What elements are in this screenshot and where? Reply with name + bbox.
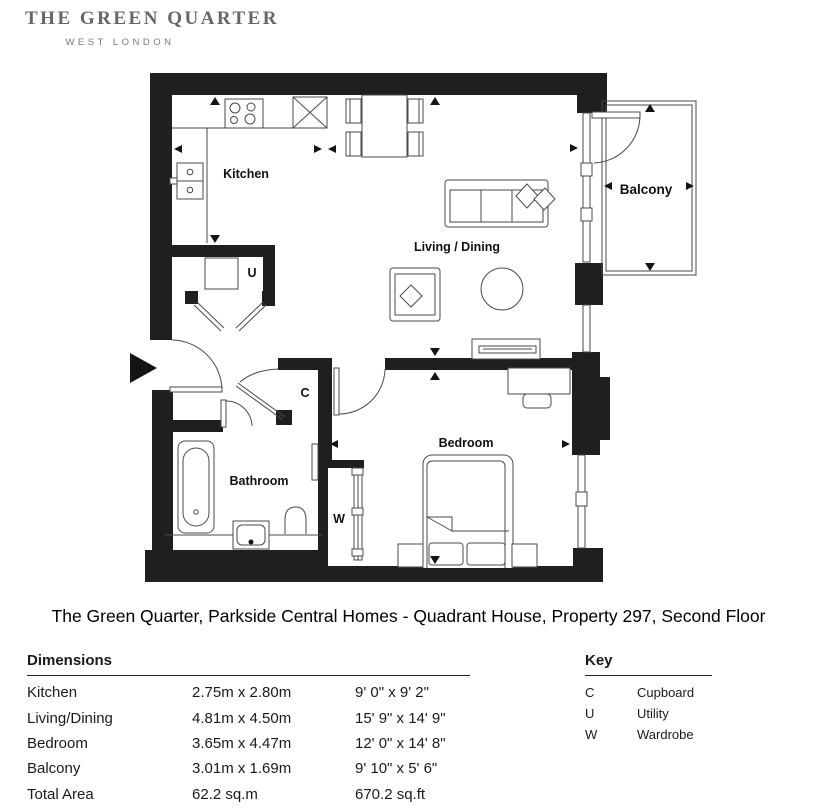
sink-tap (170, 178, 177, 184)
bathroom-label: Bathroom (229, 474, 289, 488)
table-row (27, 782, 470, 807)
bathroom-door-swing (226, 401, 252, 426)
metric-size: 62.2 sq.m (192, 785, 258, 803)
imperial-size: 15' 9" x 14' 9" (355, 709, 446, 727)
table-row (27, 731, 470, 756)
door-track-mark (352, 549, 363, 556)
balcony-door-leaf (592, 112, 640, 118)
bedside-table (512, 544, 537, 567)
bathroom-fittings (165, 441, 322, 549)
round-table (481, 268, 523, 310)
table-row (27, 756, 470, 781)
cupboard-letter: C (300, 386, 310, 400)
key-heading: Key (585, 652, 712, 676)
bedroom-label: Bedroom (438, 436, 494, 450)
imperial-size: 12' 0" x 14' 8" (355, 734, 446, 752)
bedroom-door-leaf (334, 368, 339, 415)
entrance-door-leaf (170, 387, 222, 392)
wardrobe-letter: W (333, 512, 345, 526)
metric-size: 2.75m x 2.80m (192, 684, 292, 702)
window-mullion (581, 208, 592, 221)
dining-chair (346, 132, 350, 156)
desk (508, 368, 570, 394)
brand-title: THE GREEN QUARTER (25, 8, 280, 29)
metric-size: 3.65m x 4.47m (192, 734, 292, 752)
dimensions-table (27, 652, 470, 807)
towel-radiator (312, 444, 318, 480)
bedroom-door-swing (339, 369, 385, 414)
bedside-table (398, 544, 423, 567)
dining-chair (408, 132, 419, 156)
key-row (585, 724, 712, 745)
desk-chair (523, 394, 551, 408)
balcony-door-swing (594, 115, 640, 163)
hob (225, 99, 263, 128)
brand-subtitle: WEST LONDON (65, 37, 175, 48)
living-furniture (390, 180, 555, 359)
pillow (467, 543, 505, 565)
imperial-size: 670.2 sq.ft (355, 785, 426, 803)
bedroom-furniture (398, 368, 570, 568)
dimensions-heading: Dimensions (27, 652, 470, 676)
table-row (27, 705, 470, 730)
entrance-arrow (130, 353, 157, 383)
window-mullion (576, 492, 587, 506)
room-name: Total Area (27, 785, 94, 803)
sofa (445, 180, 548, 227)
kitchen-label: Kitchen (223, 167, 269, 181)
dining-chair (419, 132, 423, 156)
key-letter: U (585, 706, 595, 721)
room-name: Bedroom (27, 734, 88, 752)
key-letter: C (585, 685, 595, 700)
key-row (585, 682, 712, 703)
dining-chair (350, 99, 361, 123)
dining-chair (419, 99, 423, 123)
entrance-door-swing (172, 340, 222, 389)
key-letter: W (585, 727, 598, 742)
metric-size: 3.01m x 1.69m (192, 760, 292, 778)
living-window (583, 305, 590, 352)
room-name: Balcony (27, 760, 81, 778)
room-name: Kitchen (27, 684, 78, 702)
washing-machine (205, 258, 238, 289)
windows (576, 113, 592, 548)
utility-doors (194, 302, 266, 331)
bathroom-door-leaf (221, 400, 226, 427)
key-label: Utility (637, 706, 669, 721)
sliding-door-window (583, 113, 590, 262)
door-track-mark (352, 468, 363, 475)
dining-table (362, 95, 407, 157)
imperial-size: 9' 10" x 5' 6" (355, 760, 438, 778)
key-label: Cupboard (637, 685, 695, 700)
dining-chair (408, 99, 419, 123)
imperial-size: 9' 0" x 9' 2" (355, 684, 429, 702)
living-label: Living / Dining (413, 240, 501, 254)
utility-letter: U (247, 266, 257, 280)
toilet (285, 507, 306, 534)
metric-size: 4.81m x 4.50m (192, 709, 292, 727)
door-track-mark (352, 508, 363, 515)
key-label: Wardrobe (637, 727, 694, 742)
key-table (585, 652, 712, 745)
cupboard-door-swing (240, 369, 278, 382)
dining-set (346, 95, 423, 157)
dining-chair (346, 99, 350, 123)
balcony-label: Balcony (619, 182, 673, 197)
table-row (27, 680, 470, 705)
key-row (585, 703, 712, 724)
window-mullion (581, 163, 592, 176)
property-title: The Green Quarter, Parkside Central Homes - Quadrant House, Property 297, Second Floor (51, 606, 766, 626)
dining-chair (350, 132, 361, 156)
room-name: Living/Dining (27, 709, 113, 727)
